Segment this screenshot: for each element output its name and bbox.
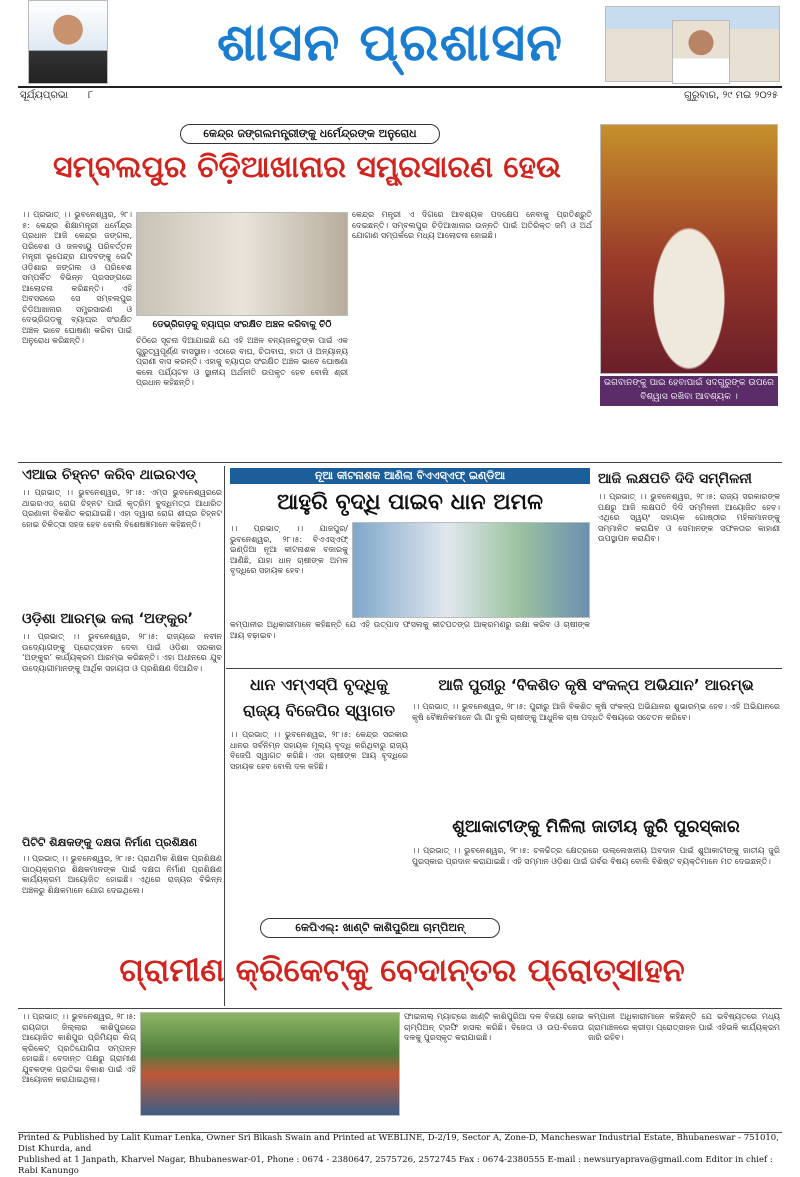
shrine-caption: ଭଗବାନଙ୍କୁ ପାଇ ହେବାପାଇଁ ସଦଗୁରୁଙ୍କ ଉପରେ ବିଶ୍ୱାସ ରଖିବା ଆବଶ୍ୟକ । <box>600 376 778 406</box>
award-body: ।। ପ୍ରଭାତ୍ ।। ଭୁବନେଶ୍ୱର, ୨୮।୫: ଚଳଚ୍ଚିତ୍ର କ୍ଷେତ୍ରରେ ଉଲ୍ଲେଖନୀୟ ଅବଦାନ ପାଇଁ ଶୁଆକାଟୀଙ୍କୁ ଜାତୀୟ ଜୁରି ପୁରସ୍କାର ପ୍ରଦାନ କରାଯାଇଛି। ଏହି ସମ୍ମାନ ଓଡ଼ିଶା ପାଇଁ ଗର୍ବର ବିଷୟ ବୋଲି ବିଶିଷ୍ଟ ବ୍ୟକ୍ତିମାନେ ମତ ଦେଇଛନ୍ତି। <box>412 846 780 866</box>
thyroid-ai-body: ।। ପ୍ରଭାତ୍ ।। ଭୁବନେଶ୍ୱର, ୨୮।୫: ଏମ୍ସ ଭୁବନେଶ୍ୱରରେ ଥାଇରଏଡ୍ ରୋଗ ଚିହ୍ନଟ ପାଇଁ କୃତ୍ରିମ ବୁଦ୍ଧିମତ୍ତା ଆଧାରିତ ପ୍ରଣାଳୀ ବିକଶିତ କରାଯାଇଛି। ଏହା ଦ୍ୱାରା ରୋଗ ଶୀଘ୍ର ଚିହ୍ନଟ ହୋଇ ଚିକିତ୍ସା ସହଜ ହେବ ବୋଲି ବିଶେଷଜ୍ଞମାନେ କହିଛନ୍ତି। <box>22 488 222 529</box>
issue-date: ଗୁରୁବାର, ୨୯ ମଇ ୨୦୨୫ <box>684 90 778 101</box>
cricket-body-2: ଫାଇନାଲ୍ ମ୍ୟାଚ୍‌ରେ ଖାଣ୍ଟି କାଶିପୁରିଆ ଦଳ ବିଜୟୀ ହୋଇ ଚାମ୍ପିଅନ୍ ଟ୍ରଫି ହାସଲ କରିଛି। ବିଜେତା ଓ ଉପ-ବିଜେତା ଦଳକୁ ପୁରସ୍କୃତ କରାଯାଇଛି। <box>404 1012 584 1042</box>
lead-photo-caption: ଡେଭ୍ରିଗଡ଼କୁ ବ୍ୟାଘ୍ର ସଂରକ୍ଷିତ ଅଞ୍ଚଳ କରିବାକୁ ଚିଠି <box>152 320 332 330</box>
lakhpati-headline: ଆଜି ଲକ୍ଷପତି ଦିଦି ସମ୍ମିଳନୀ <box>598 471 752 487</box>
award-headline: ଶୁଆକାଟୀଙ୍କୁ ମିଳିଲା ଜାତୀୟ ଜୁରି ପୁରସ୍କାର <box>452 817 740 837</box>
cricket-body-1: ।। ପ୍ରଭାତ୍ ।। ଭୁବନେଶ୍ୱର, ୨୮।୫: ରାୟଗଡ଼ା ଜିଲ୍ଲାର କାଶିପୁରରେ ଆୟୋଜିତ କାଶିପୁର ପ୍ରିମିୟର ଲିଗ୍ କ୍ରିକେଟ୍ ପ୍ରତିଯୋଗିତା ସମ୍ପନ୍ନ ହୋଇଛି। ବେଦାନ୍ତ ପକ୍ଷରୁ ଗ୍ରାମୀଣ ଯୁବକଙ୍କ ପ୍ରତିଭା ବିକାଶ ପାଇଁ ଏହି ଆୟୋଜନ କରାଯାଇଥିଲା। <box>22 1012 136 1084</box>
page-number: ୮ <box>88 90 94 101</box>
sai-baba-photo <box>600 124 778 374</box>
imprint-footer <box>18 1132 782 1176</box>
section-rule <box>18 462 782 463</box>
cricket-kicker: କେପିଏଲ୍: ଖାଣ୍ଟି କାଶିପୁରିଆ ଚାମ୍ପିଅନ୍ <box>260 918 500 938</box>
paddy-body-1: ।। ପ୍ରଭାତ୍ ।। ଯାଜପୁର/ଭୁବନେଶ୍ୱର, ୨୮।୫: ବିଏଏସ୍ଏଫ୍ ଇଣ୍ଡିଆ ନୂଆ କୀଟନାଶକ ବଜାରକୁ ଆଣିଛି, ଯାହା ଧାନ ଚାଷୀଙ୍କ ଅମଳ ବୃଦ୍ଧିରେ ସହାୟକ ହେବ। <box>230 524 348 575</box>
page-info-bar <box>18 86 782 104</box>
paddy-body-2: କମ୍ପାନୀର ଅଧିକାରୀମାନେ କହିଛନ୍ତି ଯେ ଏହି ଉତ୍ପାଦ ଫସଲକୁ କୀଟପତଙ୍ଗ ଆକ୍ରମଣରୁ ରକ୍ଷା କରିବ ଓ ଚାଷୀଙ୍କ ଆୟ ବଢ଼ାଇବ। <box>230 620 590 640</box>
ptt-training-headline: ପିଟିଟି ଶିକ୍ଷକଙ୍କୁ ଦକ୍ଷତା ନିର୍ମାଣ ପ୍ରଶିକ୍ଷଣ <box>22 836 198 849</box>
basf-launch-photo <box>352 522 590 618</box>
imprint-line-1: Printed & Published by Lalit Kumar Lenka, Owner Sri Bikash Swain and Printed at WEBLINE, D-2/19, Sector A, Zone-D, Mancheswar Industrial Estate, Bhubaneswar - 751010, Dist Khurda, and <box>18 1133 779 1154</box>
lakhpati-body: ।। ପ୍ରଭାତ୍ ।। ଭୁବନେଶ୍ୱର, ୨୮।୫: ରାଜ୍ୟ ସରକାରଙ୍କ ପକ୍ଷରୁ ଆଜି ଲକ୍ଷପତି ଦିଦି ସମ୍ମିଳନୀ ଆୟୋଜିତ ହେବ। ଏଥିରେ ସ୍ୱୟଂ ସହାୟକ ଗୋଷ୍ଠୀର ମହିଳାମାନଙ୍କୁ ସମ୍ମାନିତ କରାଯିବ ଓ ସେମାନଙ୍କ ସଫଳତାର କାହାଣୀ ଉପସ୍ଥାପନ କରାଯିବ। <box>598 492 780 543</box>
cricket-team-photo <box>140 1012 400 1116</box>
lead-headline: ସମ୍ବଲପୁର ଚିଡ଼ିଆଖାନାର ସମ୍ପ୍ରସାରଣ ହେଉ <box>53 150 561 185</box>
lead-meeting-photo <box>136 212 348 316</box>
column-rule <box>224 466 225 1006</box>
paddy-kicker: ନୂଆ କୀଟନାଶକ ଆଣିଲା ବିଏଏସ୍ଏଫ୍ ଇଣ୍ଡିଆ <box>230 468 590 484</box>
paddy-headline: ଆହୁରି ବୃଦ୍ଧି ପାଇବ ଧାନ ଅମଳ <box>276 490 543 515</box>
krishi-body: ।। ପ୍ରଭାତ୍ ।। ଭୁବନେଶ୍ୱର, ୨୮।୫: ପୁରୀରୁ ଆଜି ବିକଶିତ କୃଷି ସଂକଳ୍ପ ଅଭିଯାନର ଶୁଭାରମ୍ଭ ହେବ। ଏହି ଅଭିଯାନରେ କୃଷି ବୈଜ୍ଞାନିକମାନେ ଗାଁ ଗାଁ ବୁଲି ଚାଷୀଙ୍କୁ ଆଧୁନିକ ଚାଷ ପଦ୍ଧତି ବିଷୟରେ ସଚେତନ କରିବେ। <box>412 702 780 722</box>
cricket-body-3: କମ୍ପାନୀ ଅଧିକାରୀମାନେ କହିଛନ୍ତି ଯେ ଭବିଷ୍ୟତରେ ମଧ୍ୟ ଗ୍ରାମାଞ୍ଚଳରେ କ୍ରୀଡ଼ା ପ୍ରୋତ୍ସାହନ ପାଇଁ ଏହିଭଳି କାର୍ଯ୍ୟକ୍ରମ ଜାରି ରହିବ। <box>588 1012 780 1042</box>
section-rule-3 <box>18 1008 782 1009</box>
official-photo <box>672 20 730 84</box>
ankur-headline: ଓଡ଼ିଶା ଆରମ୍ଭ କଲା ‘ଅଙ୍କୁର’ <box>22 611 193 627</box>
section-rule-2 <box>226 668 782 669</box>
lead-kicker: କେନ୍ଦ୍ର ଜଙ୍ଗଲମନ୍ତ୍ରୀଙ୍କୁ ଧର୍ମେନ୍ଦ୍ରଙ୍କ ଅନୁରୋଧ <box>180 124 440 144</box>
thyroid-ai-headline: ଏଆଇ ଚିହ୍ନଟ କରିବ ଥାଇରଏଡ୍ <box>22 467 196 483</box>
masthead <box>0 0 800 88</box>
masthead-title: ଶାସନ ପ୍ରଶାସନ <box>217 13 563 73</box>
lead-body-col2: ଚିଠିରେ ସୂଚନା ଦିଆଯାଇଛି ଯେ ଏହି ଅଞ୍ଚଳ ବନ୍ୟଜନ୍ତୁଙ୍କ ପାଇଁ ଏକ ଗୁରୁତ୍ୱପୂର୍ଣ୍ଣ ବାସସ୍ଥାନ। ଏଠାରେ ବାଘ, ଚିତାବାଘ, ହାତୀ ଓ ଅନ୍ୟାନ୍ୟ ପ୍ରାଣୀ ବାସ କରନ୍ତି। ଏହାକୁ ବ୍ୟାଘ୍ର ସଂରକ୍ଷିତ ଅଞ୍ଚଳ ଭାବେ ଘୋଷଣା କଲେ ପର୍ଯ୍ୟଟନ ଓ ସ୍ଥାନୀୟ ଅର୍ଥନୀତି ଉପକୃତ ହେବ ବୋଲି ଶ୍ରୀ ପ୍ରଧାନ କହିଛନ୍ତି। <box>136 336 348 387</box>
ptt-training-body: ।। ପ୍ରଭାତ୍ ।। ଭୁବନେଶ୍ୱର, ୨୮।୫: ପ୍ରାଥମିକ ଶିକ୍ଷକ ପ୍ରଶିକ୍ଷଣ ପାଠ୍ୟକ୍ରମର ଶିକ୍ଷକମାନଙ୍କ ପାଇଁ ଦକ୍ଷତା ନିର୍ମାଣ ପ୍ରଶିକ୍ଷଣ କାର୍ଯ୍ୟକ୍ରମ ଆୟୋଜିତ ହୋଇଛି। ଏଥିରେ ରାଜ୍ୟର ବିଭିନ୍ନ ଅଞ୍ଚଳରୁ ଶିକ୍ଷକମାନେ ଯୋଗ ଦେଇଥିଲେ। <box>22 854 222 895</box>
leader-photo <box>28 0 108 84</box>
msp-body: ।। ପ୍ରଭାତ୍ ।। ଭୁବନେଶ୍ୱର, ୨୮।୫: କେନ୍ଦ୍ର ସରକାର ଧାନର ସର୍ବନିମ୍ନ ସହାୟକ ମୂଲ୍ୟ ବୃଦ୍ଧି କରିଥିବାରୁ ରାଜ୍ୟ ବିଜେପି ସ୍ୱାଗତ କରିଛି। ଏହା ଚାଷୀଙ୍କ ଆୟ ବୃଦ୍ଧିରେ ସହାୟକ ହେବ ବୋଲି ଦଳ କହିଛି। <box>230 730 408 771</box>
lead-body-col3: କେନ୍ଦ୍ର ମନ୍ତ୍ରୀ ଏ ଦିଗରେ ଆବଶ୍ୟକ ପଦକ୍ଷେପ ନେବାକୁ ପ୍ରତିଶ୍ରୁତି ଦେଇଛନ୍ତି। ସମ୍ବଲପୁର ଚିଡ଼ିଆଖାନାର ଉନ୍ନତି ପାଇଁ ଅତିରିକ୍ତ ଜମି ଓ ଅର୍ଥ ଯୋଗାଣ ସମ୍ପର୍କରେ ମଧ୍ୟ ଆଲୋଚନା ହୋଇଛି। <box>352 210 592 240</box>
imprint-line-2: Published at 1 Janpath, Kharvel Nagar, Bhubaneswar-01, Phone : 0674 - 2380647, 2575726, 2572745 Fax : 0674-2380555 E-mail : newsuryaprava@gmail.com Editor in chief : Rabi Kanungo <box>18 1155 773 1176</box>
krishi-headline: ଆଜି ପୁରୀରୁ ‘ବିକଶିତ କୃଷି ସଂକଳ୍ପ ଅଭିଯାନ’ ଆରମ୍ଭ <box>438 676 754 694</box>
lead-body-col1: ।। ପ୍ରଭାତ୍ ।। ଭୁବନେଶ୍ୱର, ୨୮।୫: କେନ୍ଦ୍ର ଶିକ୍ଷାମନ୍ତ୍ରୀ ଧର୍ମେନ୍ଦ୍ର ପ୍ରଧାନ ଆଜି କେନ୍ଦ୍ର ଜଙ୍ଗଲ, ପରିବେଶ ଓ ଜଳବାୟୁ ପରିବର୍ତ୍ତନ ମନ୍ତ୍ରୀ ଭୂପେନ୍ଦ୍ର ଯାଦବଙ୍କୁ ଭେଟି ଓଡ଼ିଶାର ଜଙ୍ଗଲ ଓ ପରିବେଶ ସମ୍ପର୍କିତ ବିଭିନ୍ନ ପ୍ରସଙ୍ଗରେ ଆଲୋଚନା କରିଛନ୍ତି। ଏହି ଅବସରରେ ସେ ସମ୍ବଲପୁର ଚିଡ଼ିଆଖାନାର ସମ୍ପ୍ରସାରଣ ଓ ଦେଭ୍ରିଗଡ଼କୁ ବ୍ୟାଘ୍ର ସଂରକ୍ଷିତ ଅଞ୍ଚଳ ଭାବେ ଘୋଷଣା କରିବା ପାଇଁ ଅନୁରୋଧ କରିଛନ୍ତି। <box>22 210 132 345</box>
cricket-headline: ଗ୍ରାମୀଣ କ୍ରିକେଟ୍‌କୁ ବେଦାନ୍ତର ପ୍ରୋତ୍ସାହନ <box>119 951 685 989</box>
paper-name: ସୂର୍ଯ୍ୟପ୍ରଭା <box>20 90 69 101</box>
ankur-body: ।। ପ୍ରଭାତ୍ ।। ଭୁବନେଶ୍ୱର, ୨୮।୫: ରାଜ୍ୟରେ ନବୀନ ଉଦ୍ୟୋଗଙ୍କୁ ପ୍ରୋତ୍ସାହନ ଦେବା ପାଇଁ ଓଡ଼ିଶା ସରକାର ‘ଅଙ୍କୁର’ କାର୍ଯ୍ୟକ୍ରମ ଆରମ୍ଭ କରିଛନ୍ତି। ଏହା ଅଧୀନରେ ଯୁବ ଉଦ୍ୟୋଗୀମାନଙ୍କୁ ଆର୍ଥିକ ସହାୟତା ଓ ପ୍ରଶିକ୍ଷଣ ଦିଆଯିବ। <box>22 632 222 673</box>
msp-headline: ଧାନ ଏମ୍ଏସ୍ପି ବୃଦ୍ଧିକୁ ରାଜ୍ୟ ବିଜେପିର ସ୍ୱାଗତ <box>242 675 396 720</box>
